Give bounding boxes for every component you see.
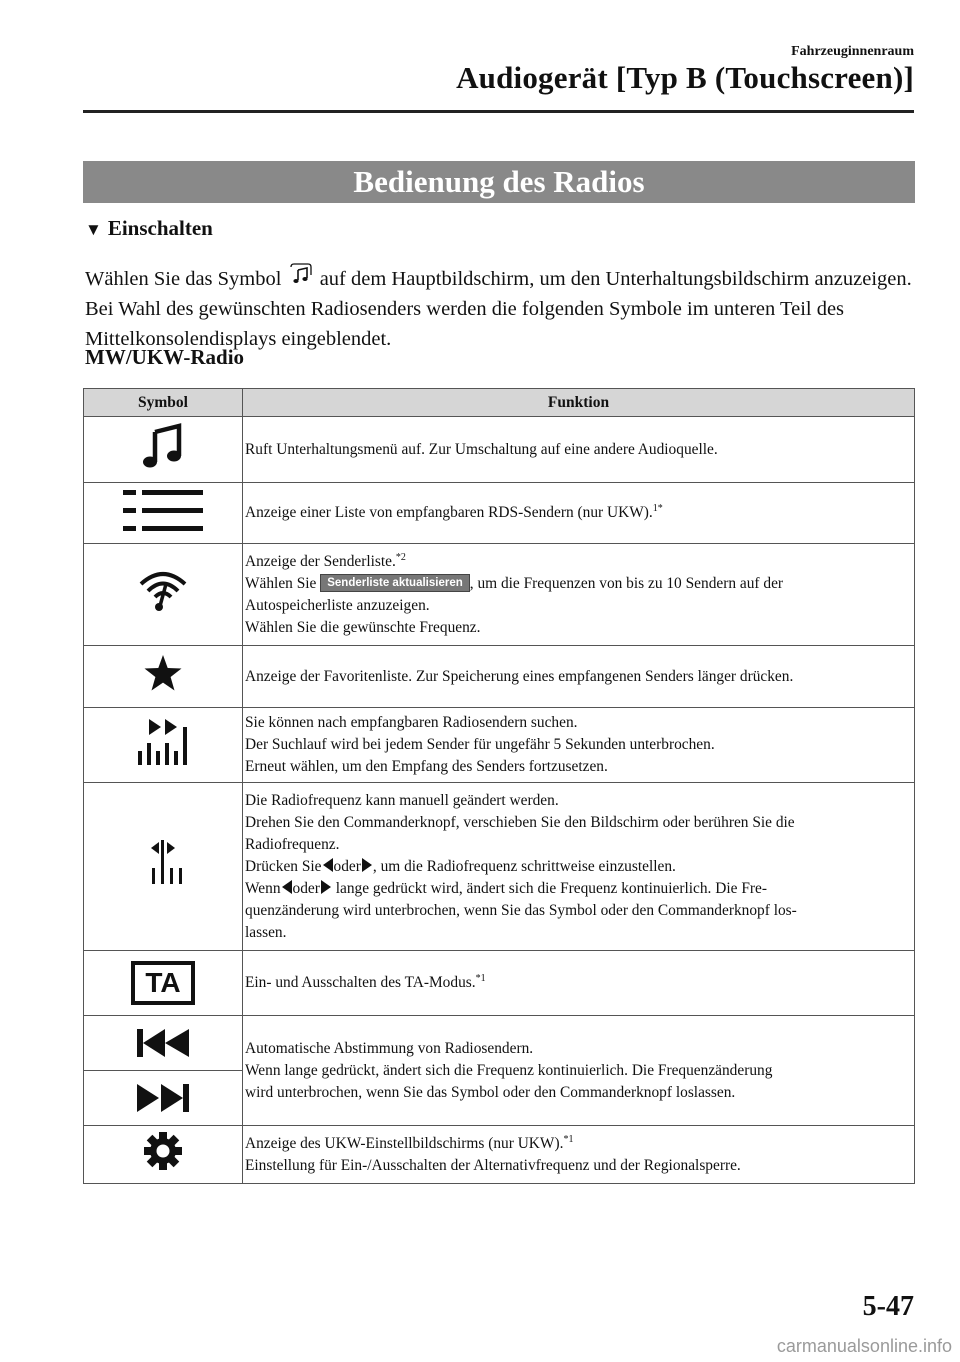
function-line: Erneut wählen, um den Empfang des Senders fortzusetzen. [245,758,608,775]
col-function-header: Funktion [243,389,915,417]
function-text [243,783,915,951]
function-text [243,646,915,708]
footnote-ref: *1 [563,1133,574,1145]
table-row [84,544,915,646]
function-text [243,708,915,783]
footnote-ref: *1 [475,972,486,984]
subheading-text: Einschalten [107,216,213,240]
function-line: Automatische Abstimmung von Radiosendern. [245,1039,534,1057]
col-symbol-header: Symbol [84,389,243,417]
function-line: Anzeige der Favoritenliste. Zur Speicherung eines empfangenen Senders länger drücken. [245,667,794,685]
triangle-bullet-icon: ▼ [85,220,102,239]
section-banner: Bedienung des Radios [83,161,915,203]
table-row [84,646,915,708]
function-line: lassen. [245,923,287,941]
intro-text-2: auf dem Hauptbildschirm, um den Unterhaltungsbildschirm anzuzeigen. Bei Wahl des gewünschten Radiosenders werden die folgenden Symbole im unteren Teil des Mittelkonsolendisplays eingeblendet. [85,268,912,350]
function-line: quenzänderung wird unterbrochen, wenn Sie das Symbol oder den Commanderknopf los- [245,901,797,919]
table-header-row [84,389,915,417]
scan-icon [84,708,243,783]
manual-tune-icon [84,783,243,951]
function-line: Drücken Sie [245,857,322,875]
function-text [243,417,915,483]
table-row [84,483,915,544]
function-table [83,388,915,1184]
ta-icon-label: TA [131,961,195,1005]
triangle-left-icon [281,879,293,895]
watermark: carmanualsonline.info [776,1336,952,1356]
function-text [243,1126,915,1184]
function-line: lange gedrückt wird, ändert sich die Frequenz kontinuierlich. Die Fre- [335,879,767,897]
music-note-inline-icon [287,263,315,285]
function-text [243,951,915,1016]
triangle-left-icon [322,857,334,873]
function-line: Ein- und Ausschalten des TA-Modus. [245,974,476,991]
star-icon [84,646,243,708]
function-line: Wählen Sie [245,574,317,592]
header-divider [83,110,914,113]
mode-label: MW/UKW-Radio [85,345,245,369]
function-text [243,1016,915,1126]
function-line: Radiofrequenz. [245,835,340,853]
seek-forward-icon [84,1071,242,1125]
table-row [84,783,915,951]
footnote-ref: *2 [395,551,406,563]
function-line: Die Radiofrequenz kann manuell geändert werden. [245,791,559,809]
page-number: 5-47 [862,1291,914,1322]
antenna-icon [84,544,243,646]
function-text [243,544,915,646]
function-line: Einstellung für Ein-/Ausschalten der Alternativfrequenz und der Regionalsperre. [245,1156,741,1174]
function-line: Wenn [245,879,281,897]
intro-text-1: Wählen Sie das Symbol [85,268,282,290]
list-icon [84,483,243,544]
function-line: Ruft Unterhaltungsmenü auf. Zur Umschaltung auf eine andere Audioquelle. [245,440,718,458]
triangle-right-icon [320,879,332,895]
chapter-title: Audiogerät [Typ B (Touchscreen)] [456,60,914,95]
function-line: Der Suchlauf wird bei jedem Sender für ungefähr 5 Sekunden unterbrochen. [245,736,715,753]
section-label: Fahrzeuginnenraum [791,44,914,59]
table-row [84,951,915,1016]
music-note-icon [84,417,243,483]
intro-paragraph [85,263,915,354]
function-line: Drehen Sie den Commanderknopf, verschieben Sie den Bildschirm oder berühren Sie die [245,813,795,831]
function-line: Wählen Sie die gewünschte Frequenz. [245,618,481,636]
seek-back-icon [84,1016,242,1071]
function-line: Anzeige des UKW-Einstellbildschirms (nur UKW). [245,1134,564,1152]
function-line: Wenn lange gedrückt, ändert sich die Frequenz kontinuierlich. Die Frequenzänderung [245,1061,773,1079]
function-line: oder [333,857,361,875]
gear-icon [84,1126,243,1184]
footnote-ref: 1* [652,502,663,514]
table-row [84,708,915,783]
table-row [84,1016,915,1126]
function-line: , um die Radiofrequenz schrittweise einzustellen. [372,857,676,875]
table-row [84,417,915,483]
function-line: , um die Frequenzen von bis zu 10 Sendern auf der [469,574,784,592]
table-row [84,1126,915,1184]
function-line: Sie können nach empfangbaren Radiosendern suchen. [245,714,578,731]
update-station-list-button: Senderliste aktualisieren [320,574,470,592]
ta-icon [84,951,243,1016]
function-text [243,483,915,544]
function-line: Anzeige der Senderliste. [245,552,396,570]
function-line: Autospeicherliste anzuzeigen. [245,596,430,614]
subheading [85,216,213,241]
function-line: wird unterbrochen, wenn Sie das Symbol oder den Commanderknopf loslassen. [245,1083,736,1101]
seek-icons-cell [84,1016,243,1126]
triangle-right-icon [361,857,373,873]
function-line: oder [292,879,320,897]
function-line: Anzeige einer Liste von empfangbaren RDS-Sendern (nur UKW). [245,504,653,521]
